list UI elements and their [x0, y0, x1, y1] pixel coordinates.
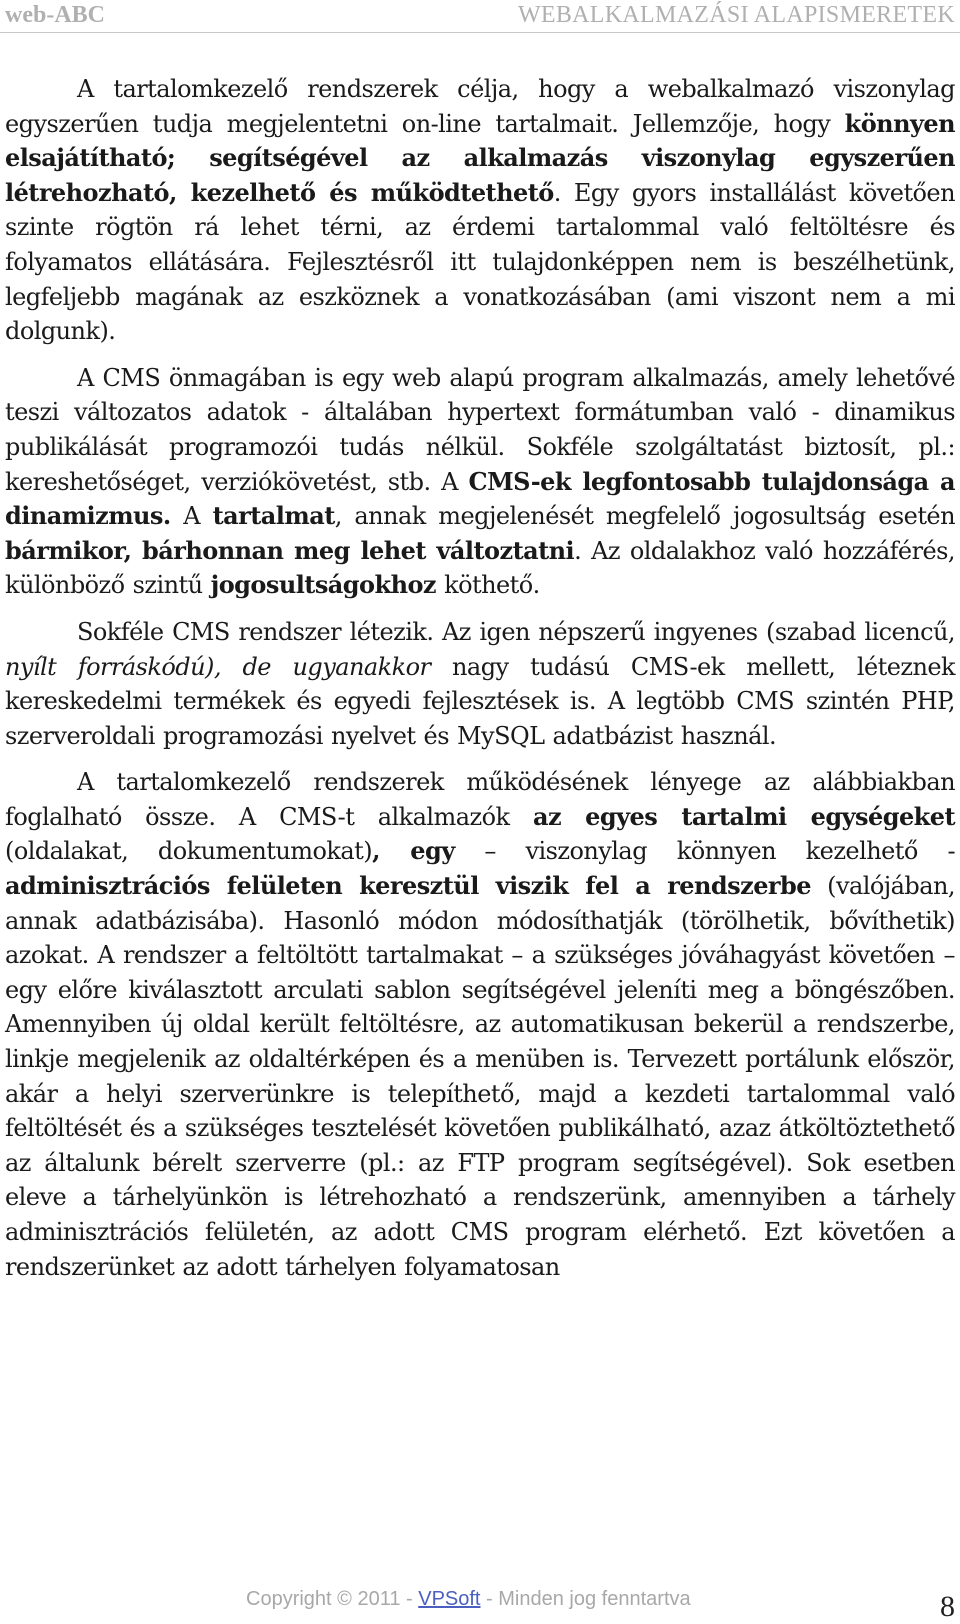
header-right-title: WEBALKALMAZÁSI ALAPISMERETEK	[517, 2, 955, 28]
copyright-prefix: Copyright © 2011 -	[246, 1588, 419, 1610]
bold-text: , egy	[372, 836, 455, 866]
bold-text: bármikor, bárhonnan meg lehet változtatni	[5, 535, 575, 565]
header-left-title: web-ABC	[5, 2, 105, 28]
text-run: A	[170, 502, 213, 531]
text-run: nagy tudású CMS-ek mellett, léteznek kereskedelmi termékek és egyedi fejlesztések is. A legtöbb CMS szintén PHP, szerveroldali programozási nyelvet és MySQL adatbázist használ.	[5, 652, 955, 750]
text-run: (valójában, annak adatbázisába). Hasonló módon módosíthatják (törölhetik, bővíthetik) azokat. A rendszer a feltöltött tartalmakat – a szükséges jóváhagyást követően – egy előre kiválasztott arculati sablon segítségével jeleníti meg a böngészőben. Amennyiben új oldal került feltöltésre, az automatikusan bekerül a rendszerbe, linkje megjelenik az oldaltérképen és a menüben is. Tervezett portálunk először, akár a helyi szerverünkre is telepíthető, majd a kezdeti tartalommal való feltöltését és a szükséges tesztelését követően publikálható, azaz átköltöztethető az általunk bérelt szerverre (pl.: az FTP program segítségével). Sok esetben eleve a tárhelyünkön is létrehozható a rendszerünk, amennyiben a tárhely adminisztrációs felületén, az adott CMS program elérhető. Ezt követően a rendszerünket az adott tárhelyen folyamatosan	[5, 872, 955, 1281]
paragraph-1	[5, 72, 955, 349]
copyright-notice	[246, 1588, 691, 1611]
text-run: . Egy gyors installálást követően szinte rögtön rá lehet térni, az érdemi tartalommal való feltöltésre és folyamatos ellátására. Fejlesztésről itt tulajdonképpen nem is beszélhetünk, legfeljebb magának az eszköznek a vonatkozásában (ami viszont nem a mi dolgunk).	[5, 178, 955, 346]
page-footer	[0, 1588, 960, 1622]
text-run: A tartalomkezelő rendszerek célja, hogy a webalkalmazó viszonylag egyszerűen tudja megjelentetni on-line tartalmait. Jellemzője, hogy	[5, 75, 955, 138]
text-run: (oldalakat, dokumentumokat)	[5, 837, 373, 866]
bold-text: jogosultságokhoz	[210, 570, 437, 600]
bold-text: az egyes tartalmi egységeket	[532, 801, 955, 831]
bold-text: adminisztrációs felületen keresztül viszik fel a rendszerbe	[5, 871, 811, 901]
paragraph-4	[5, 765, 955, 1284]
page-header	[0, 0, 960, 33]
text-run: . Az oldalakhoz való hozzáférés, különböző szintű	[5, 536, 955, 600]
text-run: – viszonylag könnyen kezelhető -	[454, 837, 955, 866]
text-run: , annak megjelenését megfelelő jogosultság esetén	[334, 502, 955, 531]
bold-text: könnyen elsajátítható; segítségével az alkalmazás viszonylag egyszerűen létrehozható, kezelhető és működtethető	[5, 108, 955, 207]
text-run: A CMS önmagában is egy web alapú program alkalmazás, amely lehetővé teszi változatos adatok - általában hypertext formátumban való - dinamikus publikálását programozói tudás nélkül. Sokféle szolgáltatást biztosít, pl.: kereshetőséget, verziókövetést, stb. A	[5, 363, 955, 496]
bold-text: CMS-ek legfontosabb tulajdonsága a dinamizmus.	[5, 466, 955, 531]
page-number: 8	[940, 1590, 955, 1623]
italic-text: nyílt forráskódú), de ugyanakkor	[5, 652, 431, 681]
paragraph-2	[5, 361, 955, 603]
bold-text: tartalmat	[212, 501, 335, 531]
text-run: Sokféle CMS rendszer létezik. Az igen népszerű ingyenes (szabad licencű,	[77, 617, 955, 646]
text-run: köthető.	[436, 571, 540, 600]
body-text	[5, 72, 955, 1296]
paragraph-3	[5, 615, 955, 753]
company-link[interactable]: VPSoft	[418, 1588, 481, 1610]
copyright-rights: - Minden jog fenntartva	[480, 1588, 691, 1610]
text-run: A tartalomkezelő rendszerek működésének lényege az alábbiakban foglalható össze. A CMS-t alkalmazók	[5, 768, 955, 831]
